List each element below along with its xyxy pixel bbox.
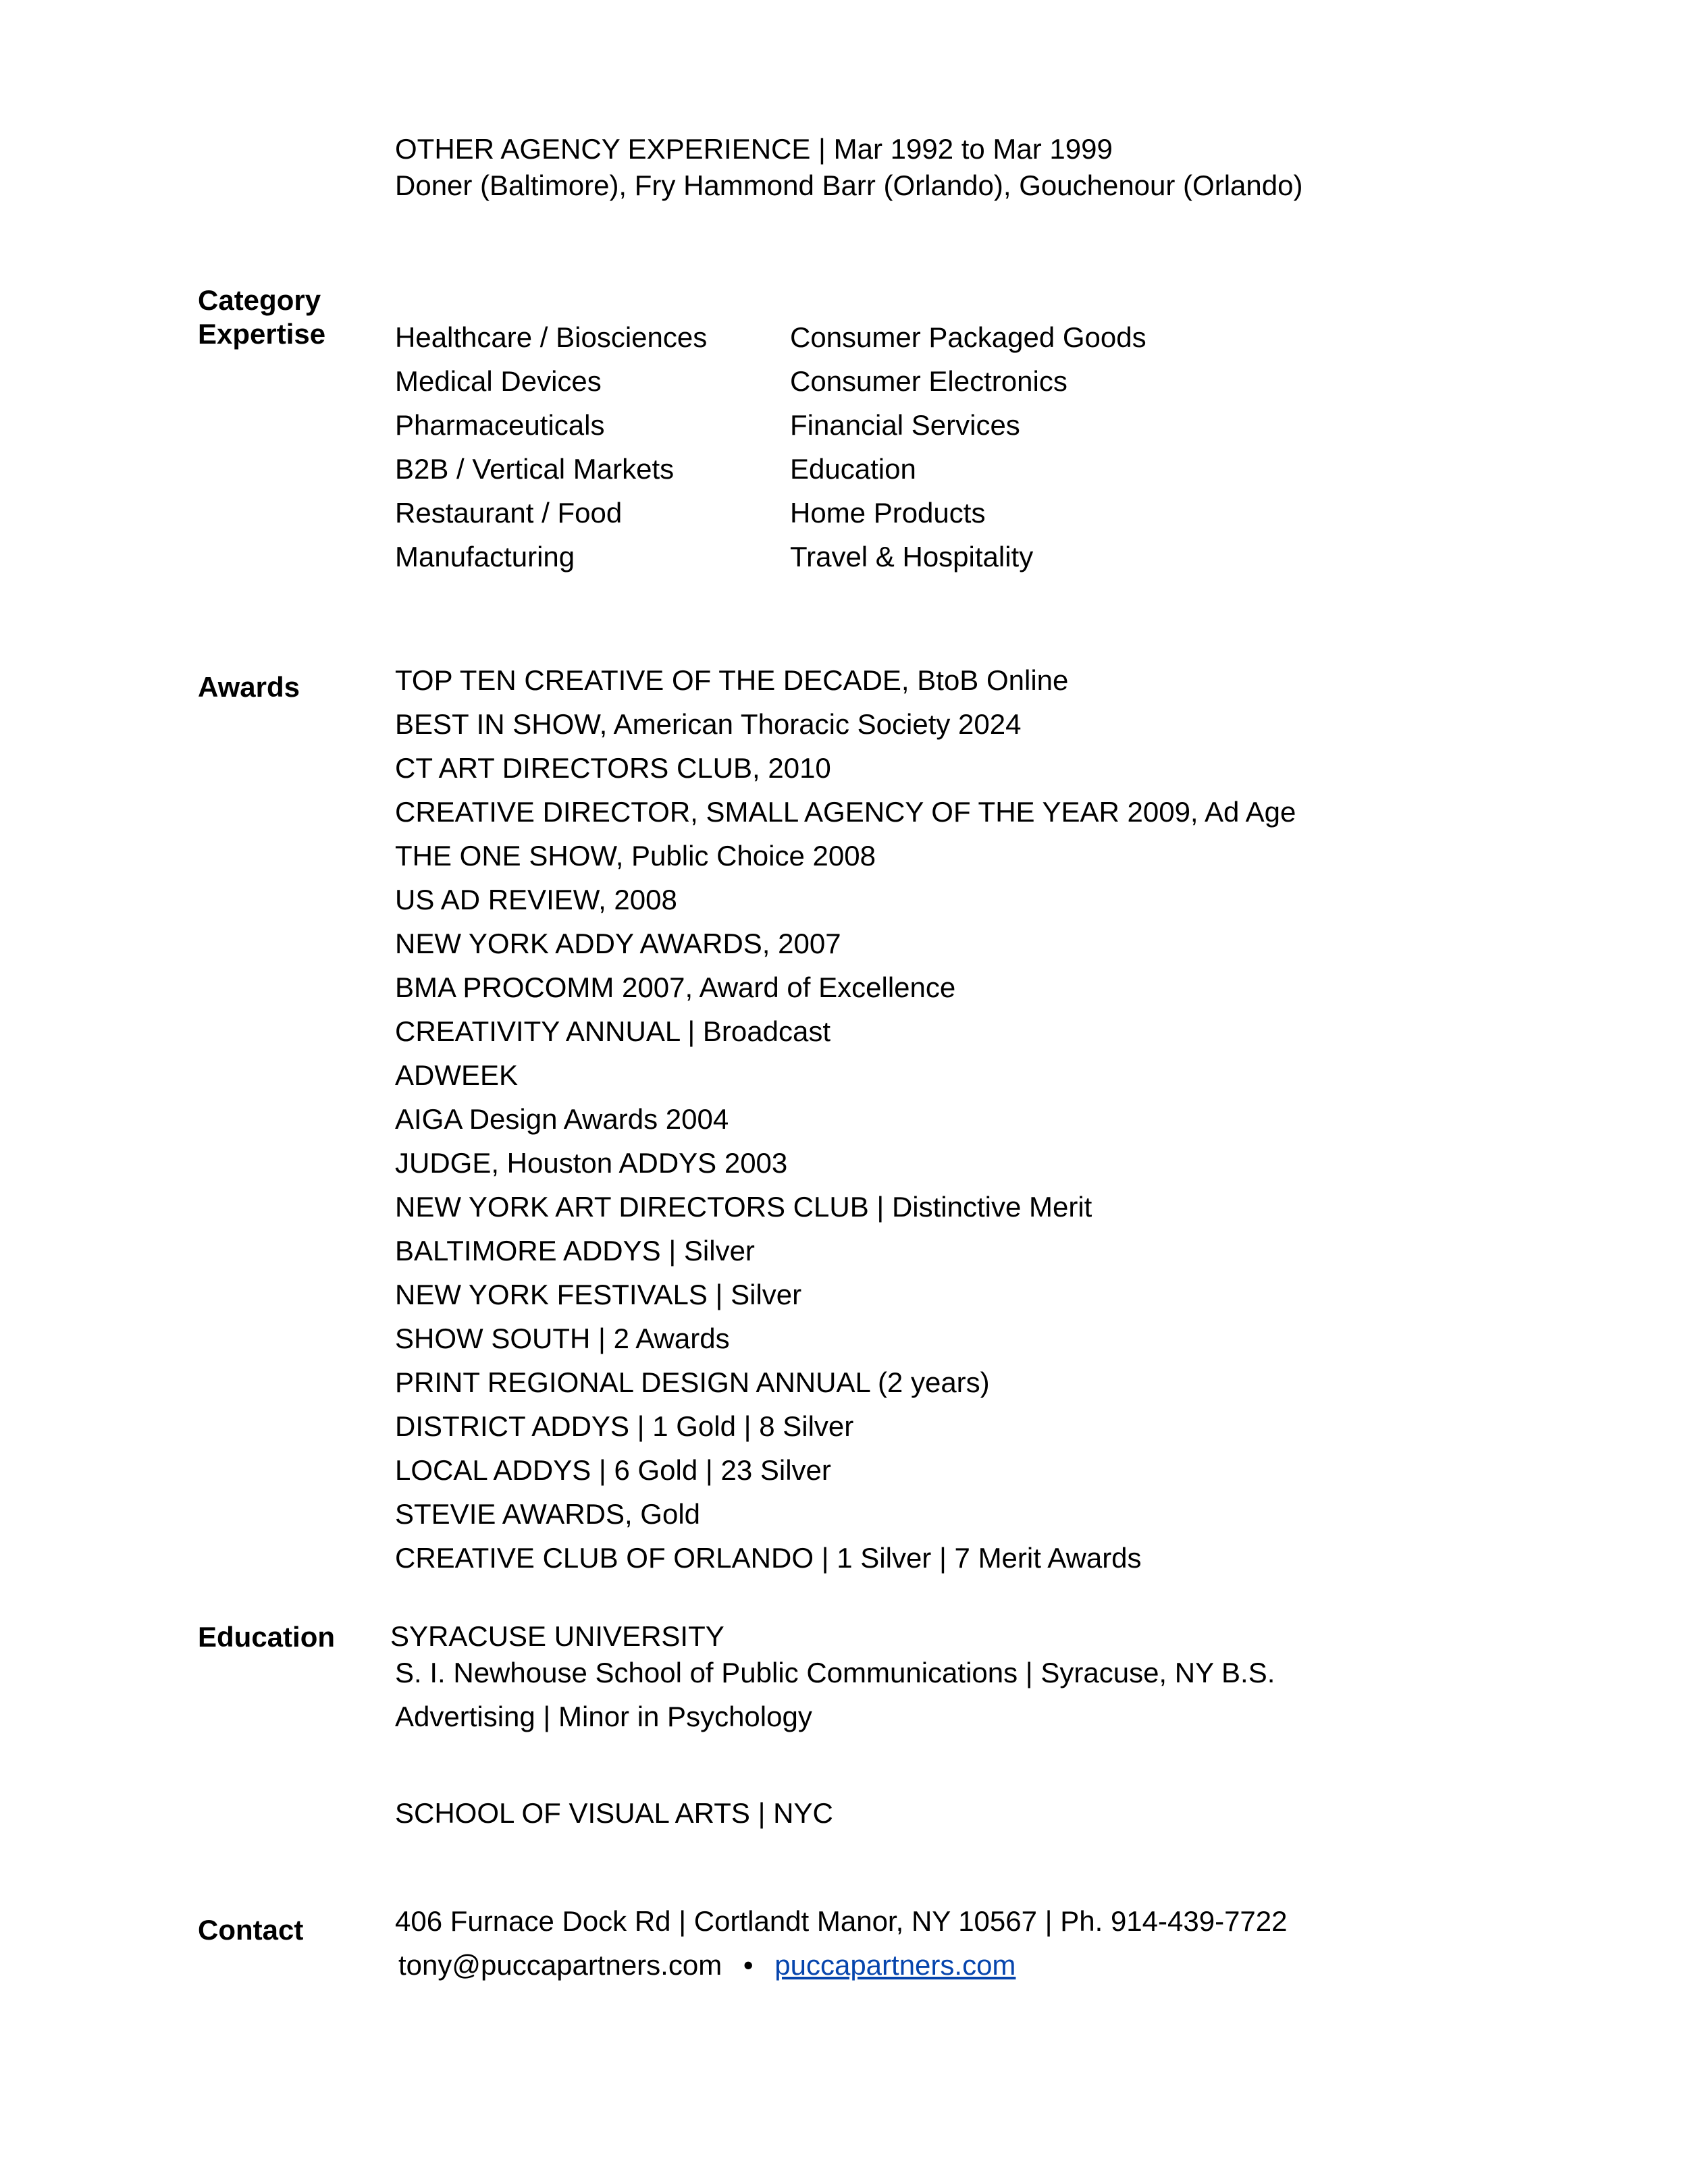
award-item: LOCAL ADDYS | 6 Gold | 23 Silver (395, 1454, 831, 1486)
website-link[interactable]: puccapartners.com (774, 1949, 1016, 1981)
education-label: Education (198, 1621, 336, 1653)
award-item: US AD REVIEW, 2008 (395, 884, 677, 915)
award-item: SHOW SOUTH | 2 Awards (395, 1323, 730, 1354)
expertise-item: Pharmaceuticals (395, 409, 605, 441)
expertise-item: Manufacturing (395, 541, 575, 572)
award-item: CREATIVITY ANNUAL | Broadcast (395, 1015, 831, 1047)
education-school1-name: SYRACUSE UNIVERSITY (390, 1620, 724, 1652)
agency-experience-heading: OTHER AGENCY EXPERIENCE | Mar 1992 to Mar 1999 (395, 133, 1113, 165)
expertise-column-1 (395, 315, 707, 579)
contact-email: tony@puccapartners.com (398, 1949, 722, 1981)
awards-label: Awards (198, 671, 300, 703)
expertise-item: Medical Devices (395, 365, 602, 397)
expertise-item: B2B / Vertical Markets (395, 453, 675, 485)
award-item: AIGA Design Awards 2004 (395, 1103, 729, 1135)
expertise-item: Financial Services (790, 409, 1020, 441)
expertise-column-2 (790, 315, 1146, 579)
category-label-line2: Expertise (198, 317, 326, 350)
education-school1-line1: S. I. Newhouse School of Public Communications | Syracuse, NY B.S. (395, 1657, 1275, 1688)
expertise-item: Consumer Electronics (790, 365, 1067, 397)
education-school2-name: SCHOOL OF VISUAL ARTS | NYC (395, 1797, 833, 1829)
award-item: DISTRICT ADDYS | 1 Gold | 8 Silver (395, 1410, 854, 1442)
expertise-item: Education (790, 453, 916, 485)
expertise-item: Healthcare / Biosciences (395, 321, 708, 353)
expertise-item: Restaurant / Food (395, 497, 623, 529)
contact-address: 406 Furnace Dock Rd | Cortlandt Manor, NY 10567 | Ph. 914-439-7722 (395, 1905, 1288, 1937)
category-expertise-label (198, 284, 325, 350)
contact-separator: • (743, 1949, 754, 1981)
award-item: NEW YORK ART DIRECTORS CLUB | Distinctive Merit (395, 1191, 1092, 1223)
award-item: BEST IN SHOW, American Thoracic Society 2024 (395, 708, 1022, 740)
award-item: PRINT REGIONAL DESIGN ANNUAL (2 years) (395, 1366, 990, 1398)
award-item: TOP TEN CREATIVE OF THE DECADE, BtoB Online (395, 664, 1069, 696)
category-label-line1: Category (198, 284, 321, 316)
award-item: STEVIE AWARDS, Gold (395, 1498, 701, 1530)
expertise-item: Home Products (790, 497, 986, 529)
award-item: ADWEEK (395, 1059, 519, 1091)
agency-experience-details: Doner (Baltimore), Fry Hammond Barr (Orlando), Gouchenour (Orlando) (395, 169, 1303, 201)
awards-list (395, 658, 1296, 1580)
award-item: BMA PROCOMM 2007, Award of Excellence (395, 971, 956, 1003)
award-item: NEW YORK FESTIVALS | Silver (395, 1279, 802, 1310)
award-item: CT ART DIRECTORS CLUB, 2010 (395, 752, 831, 784)
award-item: CREATIVE DIRECTOR, SMALL AGENCY OF THE YEAR 2009, Ad Age (395, 796, 1296, 828)
award-item: CREATIVE CLUB OF ORLANDO | 1 Silver | 7 Merit Awards (395, 1542, 1142, 1574)
education-school1-line2: Advertising | Minor in Psychology (395, 1701, 812, 1732)
award-item: NEW YORK ADDY AWARDS, 2007 (395, 928, 841, 959)
contact-email-row (398, 1951, 1016, 1979)
contact-label: Contact (198, 1914, 304, 1946)
expertise-item: Consumer Packaged Goods (790, 321, 1146, 353)
award-item: JUDGE, Houston ADDYS 2003 (395, 1147, 788, 1179)
award-item: BALTIMORE ADDYS | Silver (395, 1235, 755, 1267)
award-item: THE ONE SHOW, Public Choice 2008 (395, 840, 876, 872)
expertise-item: Travel & Hospitality (790, 541, 1034, 572)
